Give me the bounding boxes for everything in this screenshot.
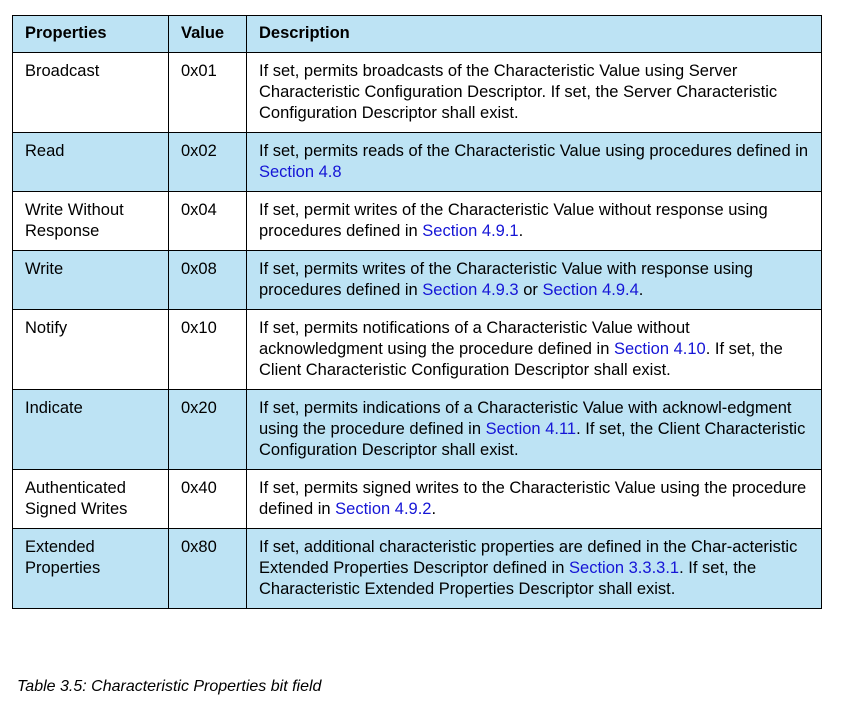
property-name-cell: Indicate bbox=[13, 390, 169, 470]
property-name-cell: Write bbox=[13, 251, 169, 310]
description-text: If set, permits indications of a Characteristic Value with acknowl-edgment using the procedure defined in bbox=[259, 399, 792, 438]
table-row bbox=[13, 310, 822, 390]
description-text: . bbox=[638, 281, 644, 299]
description-text: If set, permits notifications of a Characteristic Value without acknowledgment using the procedure defined in bbox=[259, 319, 690, 358]
property-value-cell: 0x40 bbox=[169, 470, 247, 529]
property-description-cell bbox=[247, 390, 822, 470]
section-link[interactable]: Section 4.10 bbox=[613, 340, 706, 358]
description-text: . bbox=[431, 500, 437, 518]
property-name-cell: Write Without Response bbox=[13, 192, 169, 251]
description-text: If set, permits reads of the Characteristic Value using procedures defined in bbox=[259, 142, 809, 160]
table-caption: Table 3.5: Characteristic Properties bit field bbox=[17, 678, 322, 695]
table-row bbox=[13, 529, 822, 609]
property-description-cell bbox=[247, 53, 822, 133]
section-link[interactable]: Section 4.8 bbox=[259, 163, 342, 181]
section-link[interactable]: Section 4.9.4 bbox=[542, 281, 639, 299]
table-row bbox=[13, 470, 822, 529]
description-text: . If set, the Characteristic Extended Properties Descriptor shall exist. bbox=[259, 559, 757, 598]
section-link[interactable]: Section 4.9.3 bbox=[422, 281, 519, 299]
property-value-cell: 0x10 bbox=[169, 310, 247, 390]
property-name-cell: Authenticated Signed Writes bbox=[13, 470, 169, 529]
header-value: Value bbox=[169, 16, 247, 53]
property-value-cell: 0x01 bbox=[169, 53, 247, 133]
description-text: If set, permits broadcasts of the Characteristic Value using Server Characteristic Configuration Descriptor. If set, the Server Characteristic Configuration Descriptor shall exist. bbox=[259, 62, 778, 122]
description-text: or bbox=[518, 281, 543, 299]
section-link[interactable]: Section 4.11 bbox=[485, 420, 577, 438]
section-link[interactable]: Section 4.9.1 bbox=[422, 222, 519, 240]
property-name-cell: Notify bbox=[13, 310, 169, 390]
header-description: Description bbox=[247, 16, 822, 53]
table-row bbox=[13, 192, 822, 251]
property-description-cell bbox=[247, 310, 822, 390]
description-text: If set, permits writes of the Characteristic Value with response using procedures defined in bbox=[259, 260, 753, 299]
table-header-row bbox=[13, 16, 822, 53]
table-row bbox=[13, 390, 822, 470]
description-text: If set, permit writes of the Characteristic Value without response using procedures defined in bbox=[259, 201, 768, 240]
header-properties: Properties bbox=[13, 16, 169, 53]
table-row bbox=[13, 133, 822, 192]
description-text: . If set, the Client Characteristic Configuration Descriptor shall exist. bbox=[259, 420, 806, 459]
table-row bbox=[13, 53, 822, 133]
property-value-cell: 0x80 bbox=[169, 529, 247, 609]
table-row bbox=[13, 251, 822, 310]
description-text: . bbox=[518, 222, 524, 240]
characteristic-properties-table bbox=[12, 15, 822, 609]
section-link[interactable]: Section 3.3.3.1 bbox=[569, 559, 680, 577]
section-link[interactable]: Section 4.9.2 bbox=[335, 500, 432, 518]
property-name-cell: Read bbox=[13, 133, 169, 192]
property-value-cell: 0x20 bbox=[169, 390, 247, 470]
description-text: If set, additional characteristic properties are defined in the Char-acteristic Extended Properties Descriptor defined in bbox=[259, 538, 798, 577]
property-value-cell: 0x02 bbox=[169, 133, 247, 192]
property-description-cell bbox=[247, 133, 822, 192]
property-description-cell bbox=[247, 470, 822, 529]
property-name-cell: Broadcast bbox=[13, 53, 169, 133]
property-description-cell bbox=[247, 192, 822, 251]
property-value-cell: 0x04 bbox=[169, 192, 247, 251]
description-text: . If set, the Client Characteristic Configuration Descriptor shall exist. bbox=[259, 340, 783, 379]
description-text: If set, permits signed writes to the Characteristic Value using the procedure defined in bbox=[259, 479, 807, 518]
properties-table-container bbox=[12, 15, 821, 609]
property-name-cell: Extended Properties bbox=[13, 529, 169, 609]
property-description-cell bbox=[247, 529, 822, 609]
property-description-cell bbox=[247, 251, 822, 310]
property-value-cell: 0x08 bbox=[169, 251, 247, 310]
